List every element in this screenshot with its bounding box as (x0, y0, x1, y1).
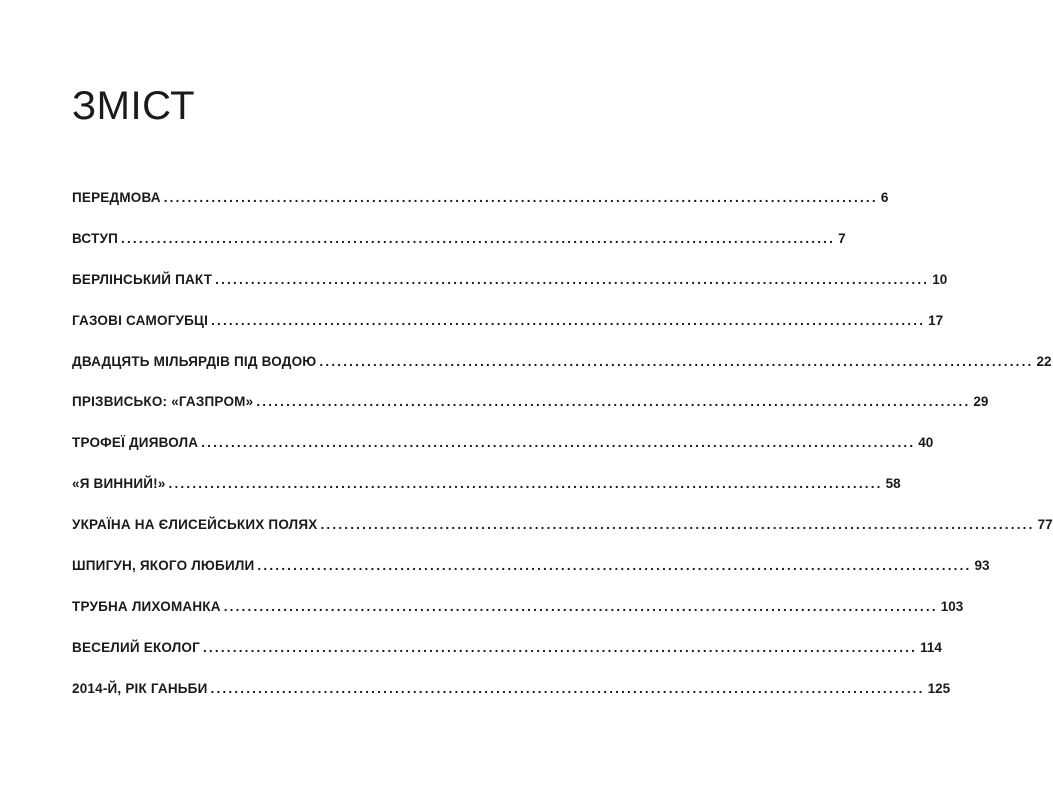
toc-entry (72, 423, 934, 464)
dot-leader: ........................................................................................................................ (210, 680, 925, 696)
toc-entry-page: 40 (918, 435, 934, 451)
toc-entry (72, 301, 944, 342)
toc-entry (72, 342, 1052, 383)
toc-entry (72, 260, 948, 301)
dot-leader: ........................................................................................................................ (201, 435, 916, 451)
dot-leader: ........................................................................................................................ (256, 394, 971, 410)
dot-leader: ........................................................................................................................ (257, 558, 972, 574)
toc-entry-page: 29 (973, 394, 989, 410)
toc-entry-title: ГАЗОВІ САМОГУБЦІ (72, 312, 209, 328)
toc-entry-page: 7 (838, 230, 846, 246)
dot-leader: ........................................................................................................................ (121, 230, 836, 246)
dot-leader: ........................................................................................................................ (319, 353, 1034, 369)
toc-entry-title: ПЕРЕДМОВА (72, 190, 161, 205)
toc-entry-title: ВЕСЕЛИЙ ЕКОЛОГ (72, 639, 200, 655)
toc-entry (72, 587, 964, 628)
dot-leader: ........................................................................................................................ (163, 190, 878, 205)
toc-entry-title: ВСТУП (72, 230, 118, 246)
toc-entry (72, 382, 989, 423)
toc-entry-page: 10 (932, 271, 948, 287)
toc-entry-page: 103 (940, 598, 964, 614)
dot-leader: ........................................................................................................................ (202, 639, 918, 655)
toc-entry-title: ДВАДЦЯТЬ МІЛЬЯРДІВ ПІД ВОДОЮ (72, 353, 317, 369)
dot-leader: ........................................................................................................................ (320, 517, 1035, 533)
toc-entry-title: 2014-Й, РІК ГАНЬБИ (72, 680, 208, 696)
toc-entry-title: УКРАЇНА НА ЄЛИСЕЙСЬКИХ ПОЛЯХ (72, 517, 318, 533)
toc-entry (72, 505, 1053, 546)
toc-entry (72, 628, 942, 669)
toc-entry (72, 464, 901, 505)
toc-entry-page: 17 (928, 312, 944, 328)
toc-entry-page: 114 (920, 639, 942, 655)
toc-entry-page: 22 (1036, 353, 1052, 369)
toc-entry-title: ТРУБНА ЛИХОМАНКА (72, 598, 221, 614)
toc-entry-page: 77 (1037, 517, 1053, 533)
toc-entry-page: 125 (927, 680, 951, 696)
dot-leader: ........................................................................................................................ (215, 271, 930, 287)
toc-entry-title: ШПИГУН, ЯКОГО ЛЮБИЛИ (72, 558, 255, 574)
toc-entry-title: ТРОФЕЇ ДИЯВОЛА (72, 435, 199, 451)
toc-entry (72, 546, 990, 587)
toc-entry (72, 669, 951, 710)
toc-entry (72, 219, 846, 260)
table-of-contents (72, 178, 1053, 710)
toc-entry-title: БЕРЛІНСЬКИЙ ПАКТ (72, 271, 213, 287)
toc-entry-page: 58 (885, 476, 901, 492)
toc-entry-page: 93 (974, 558, 990, 574)
dot-leader: ........................................................................................................................ (168, 476, 883, 492)
toc-entry (72, 178, 889, 219)
toc-entry-title: «Я ВИННИЙ!» (72, 476, 166, 492)
toc-entry-title: ПРІЗВИСЬКО: «ГАЗПРОМ» (72, 394, 254, 410)
toc-entry-page: 6 (880, 190, 889, 205)
dot-leader: ........................................................................................................................ (211, 312, 926, 328)
page-title: ЗМІСТ (72, 84, 196, 128)
dot-leader: ........................................................................................................................ (223, 598, 938, 614)
